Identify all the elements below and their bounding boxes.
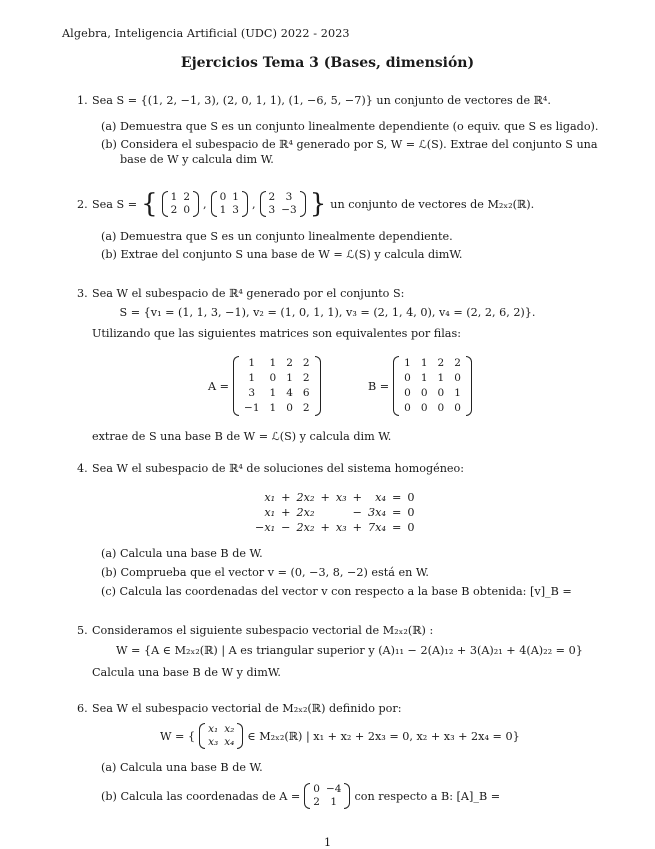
right-brace-icon: } xyxy=(309,189,327,219)
matrix-b-label: B = xyxy=(368,379,390,393)
exercise-6b xyxy=(101,778,500,814)
exercise-4-statement: Sea W el subespacio de ℝ⁴ de soluciones del sistema homogéneo: xyxy=(92,462,465,475)
exercise-6a: (a) Calcula una base B de W. xyxy=(101,761,263,774)
matrix-b: 1 1 2 2 0 1 1 0 0 0 0 1 0 0 0 0 xyxy=(393,356,472,416)
exercise-3-statement: Sea W el subespacio de ℝ⁴ generado por el conjunto S: xyxy=(92,287,405,300)
exercise-2-post: un conjunto de vectores de M₂ₓ₂(ℝ). xyxy=(330,197,535,211)
page-number: 1 xyxy=(323,836,332,849)
exercise-6-definition xyxy=(160,718,520,754)
exercise-3-number: 3. xyxy=(77,287,88,300)
left-brace-icon: { xyxy=(141,189,158,219)
matrix-s3: 2 3 3 −3 xyxy=(260,191,306,217)
system-row-2: x₁ + 2x₂ − 3x₄ = 0 xyxy=(264,506,415,519)
exercise-6b-post: con respecto a B: [A]_B = xyxy=(354,789,501,803)
exercise-2a: (a) Demuestra que S es un conjunto linealmente dependiente. xyxy=(101,230,453,243)
exercise-4c: (c) Calcula las coordenadas del vector v con respecto a la base B obtenida: [v]_B = xyxy=(101,585,572,598)
matrix-a-block xyxy=(208,356,321,416)
exercise-6b-pre: (b) Calcula las coordenadas de A = xyxy=(101,789,301,803)
running-header: Algebra, Inteligencia Artificial (UDC) 2022 - 2023 xyxy=(62,27,350,40)
exercise-6-post: ∈ M₂ₓ₂(ℝ) | x₁ + x₂ + 2x₃ = 0, x₂ + x₃ + 2x₄ = 0} xyxy=(247,729,520,743)
matrix-b-block xyxy=(368,356,472,416)
system-row-3: −x₁ − 2x₂ + x₃ + 7x₄ = 0 xyxy=(255,521,415,534)
exercise-2-pre: Sea S = xyxy=(92,197,138,211)
exercise-2-statement: Sea S = { 1 2 2 0 , 0 1 1 3 , 2 3 3 −3 } un conjunto de vectores de M₂ₓ₂(ℝ). xyxy=(92,189,535,219)
exercise-1b-line1: (b) Considera el subespacio de ℝ⁴ generado por S, W = ℒ(S). Extrae del conjunto S una xyxy=(101,138,598,151)
exercise-1b-line2: base de W y calcula dim W. xyxy=(120,153,274,166)
exercise-2-number: 2. xyxy=(77,198,88,211)
exercise-1-number: 1. xyxy=(77,94,88,107)
exercise-1a: (a) Demuestra que S es un conjunto linealmente dependiente (o equiv. que S es ligado). xyxy=(101,120,599,133)
exercise-6-pre: W = { xyxy=(160,729,196,743)
exercise-3-set: S = {v₁ = (1, 1, 3, −1), v₂ = (1, 0, 1, 1), v₃ = (2, 1, 4, 0), v₄ = (2, 2, 6, 2)}. xyxy=(119,306,536,319)
exercise-5-statement: Consideramos el siguiente subespacio vectorial de M₂ₓ₂(ℝ) : xyxy=(92,624,434,637)
exercise-6-statement: Sea W el subespacio vectorial de M₂ₓ₂(ℝ) definido por: xyxy=(92,702,402,715)
exercise-4b: (b) Comprueba que el vector v = (0, −3, 8, −2) está en W. xyxy=(101,566,429,579)
exercise-5-end: Calcula una base B de W y dimW. xyxy=(92,666,281,679)
exercise-3-util: Utilizando que las siguientes matrices son equivalentes por filas: xyxy=(92,327,461,340)
exercise-2b: (b) Extrae del conjunto S una base de W = ℒ(S) y calcula dimW. xyxy=(101,248,463,261)
exercise-1-statement: Sea S = {(1, 2, −1, 3), (2, 0, 1, 1), (1, −6, 5, −7)} un conjunto de vectores de ℝ⁴. xyxy=(92,94,551,107)
matrix-s1: 1 2 2 0 xyxy=(162,191,199,217)
matrix-x: x₁ x₂ x₃ x₄ xyxy=(199,723,243,749)
exercise-4a: (a) Calcula una base B de W. xyxy=(101,547,263,560)
matrix-s2: 0 1 1 3 xyxy=(211,191,248,217)
system-row-1: x₁ + 2x₂ + x₃ + x₄ = 0 xyxy=(264,491,415,504)
exercise-3-end: extrae de S una base B de W = ℒ(S) y calcula dim W. xyxy=(92,430,392,443)
exercise-5-definition: W = {A ∈ M₂ₓ₂(ℝ) | A es triangular superior y (A)₁₁ − 2(A)₁₂ + 3(A)₂₁ + 4(A)₂₂ = 0} xyxy=(116,644,583,657)
page-title: Ejercicios Tema 3 (Bases, dimensión) xyxy=(180,55,475,71)
matrix-a-label: A = xyxy=(208,379,230,393)
exercise-4-number: 4. xyxy=(77,462,88,475)
exercise-4-system xyxy=(252,490,417,535)
exercise-6-number: 6. xyxy=(77,702,88,715)
matrix-a6: 0 −4 2 1 xyxy=(304,783,350,809)
exercise-5-number: 5. xyxy=(77,624,88,637)
matrix-a: 1 1 2 2 1 0 1 2 3 1 4 6 −1 1 0 2 xyxy=(233,356,321,416)
